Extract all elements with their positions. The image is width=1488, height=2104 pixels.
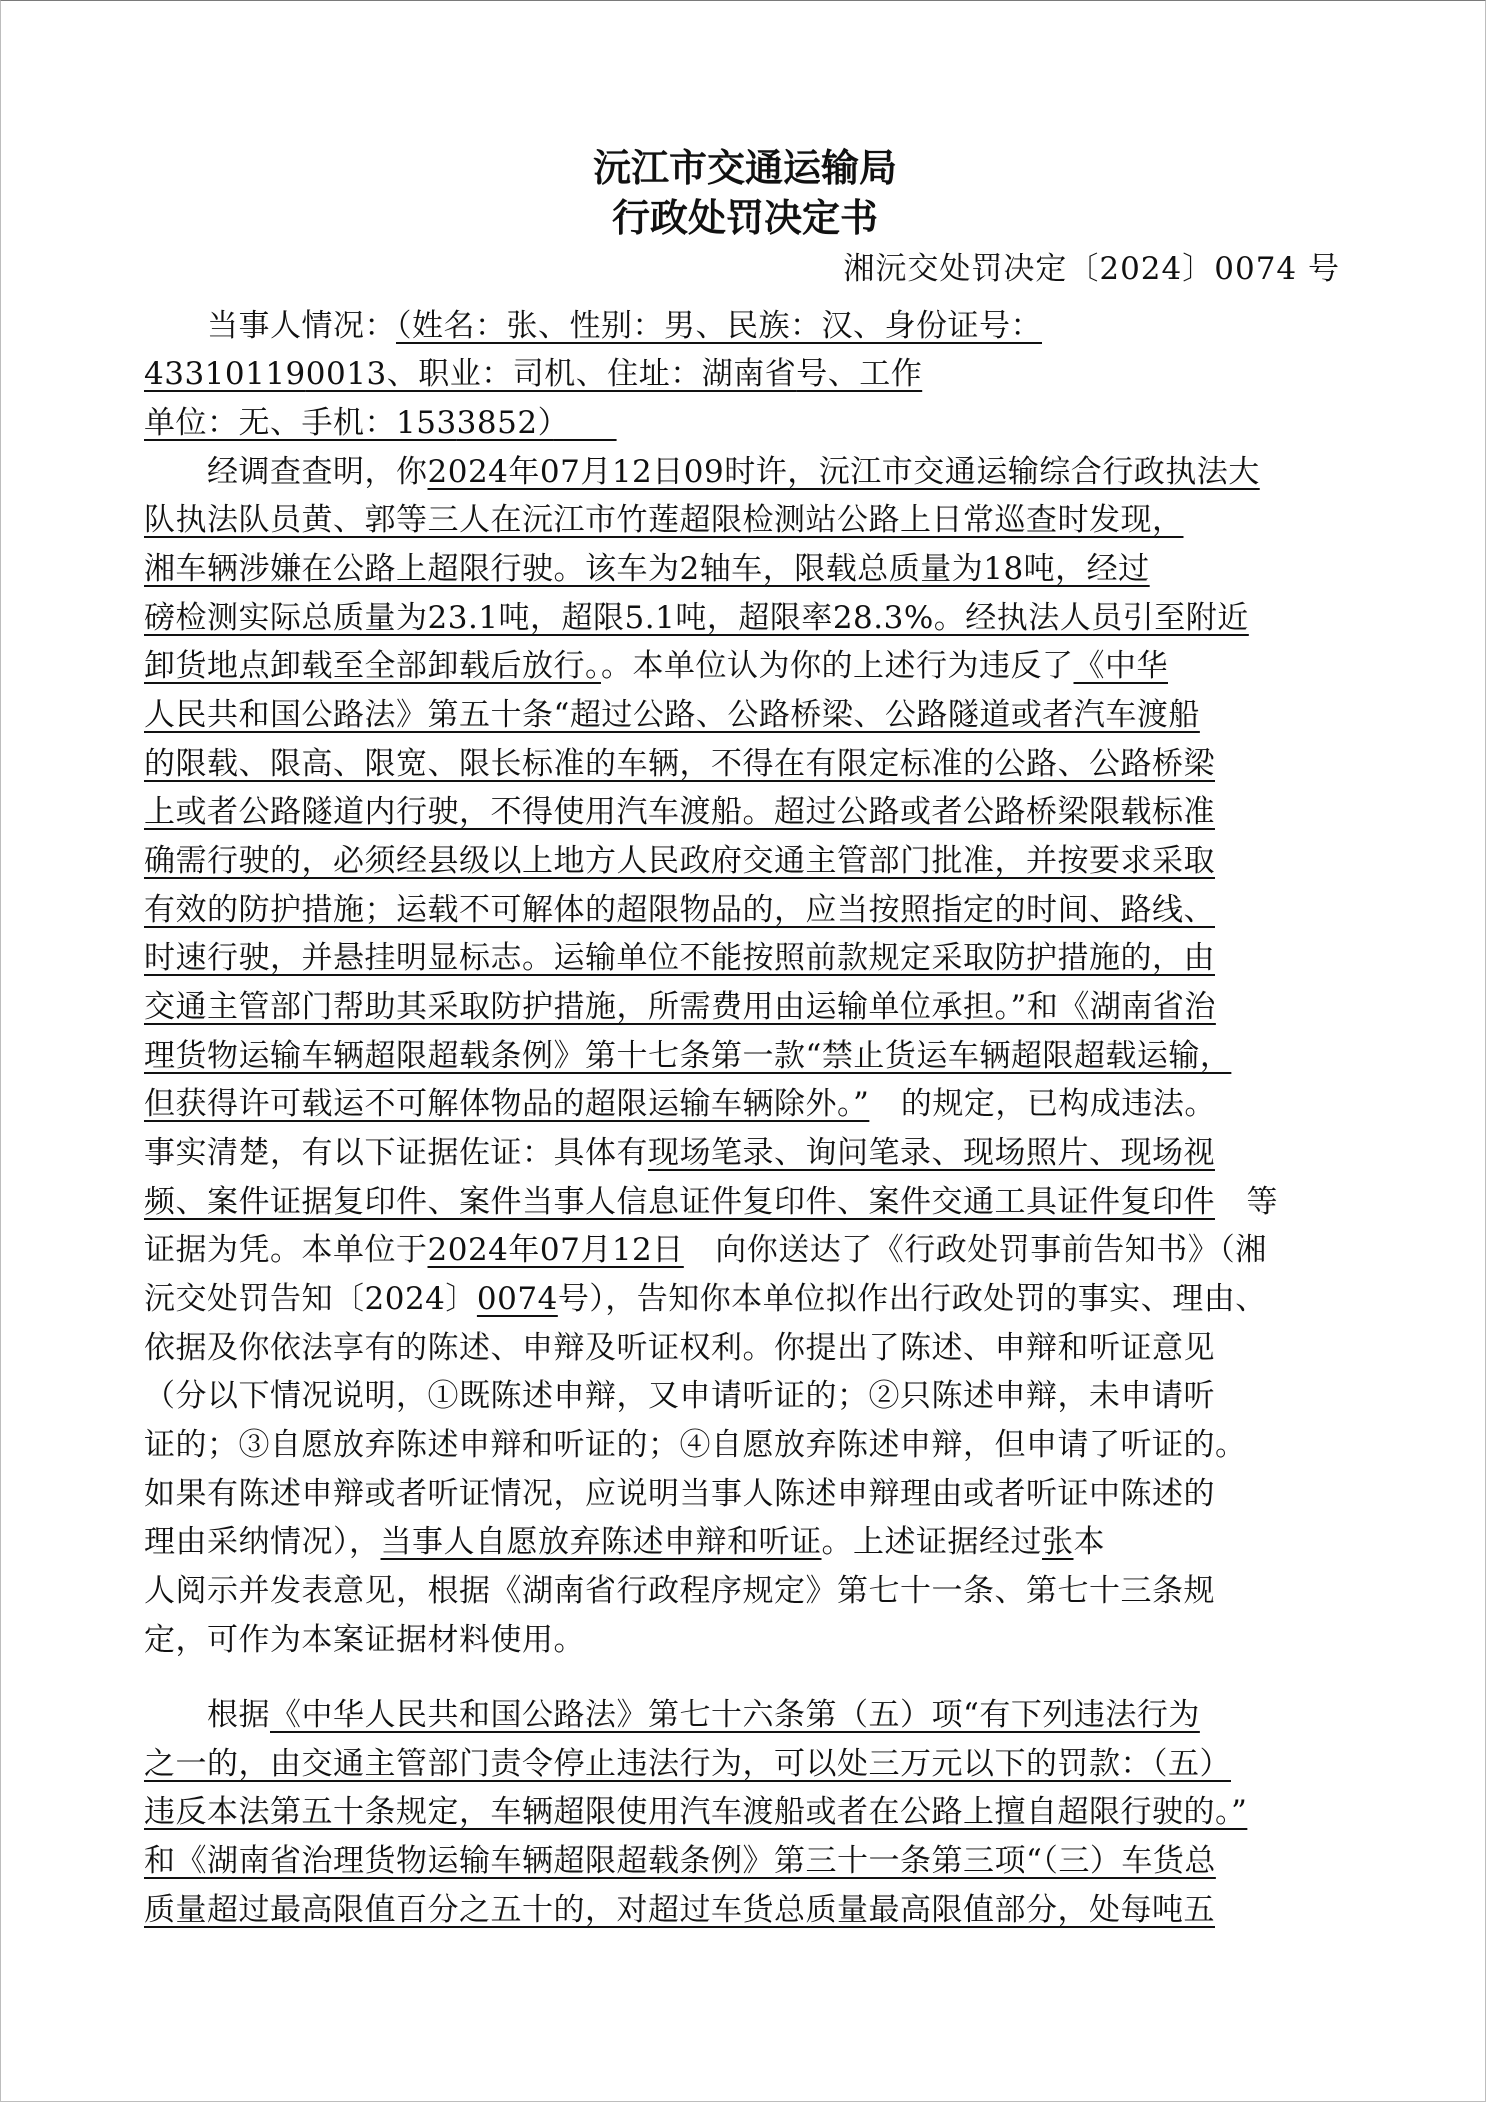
body-line-1: 当事人情况：（姓名：张、性别：男、民族：汉、身份证号： xyxy=(144,308,1042,344)
body-line-15: 交通主管部门帮助其采取防护措施，所需费用由运输单位承担。”和《湖南省治 xyxy=(144,989,1216,1025)
org-title: 沅江市交通运输局 xyxy=(592,145,897,190)
body-line-13: 有效的防护措施；运载不可解体的超限物品的，应当按照指定的时间、路线、 xyxy=(144,892,1215,928)
body-line-23: （分以下情况说明，①既陈述申辩，又申请听证的；②只陈述申辩，未申请听 xyxy=(144,1378,1215,1414)
body-line-25: 如果有陈述申辩或者听证情况，应说明当事人陈述申辩理由或者听证中陈述的 xyxy=(144,1476,1215,1512)
doc-number: 湘沅交处罚决定〔2024〕0074 号 xyxy=(843,251,1340,287)
body-line-3: 单位：无、手机：1533852） xyxy=(144,405,554,441)
body-line-29: 根据《中华人民共和国公路法》第七十六条第（五）项“有下列违法行为 xyxy=(144,1697,1200,1733)
body-line-19: 频、案件证据复印件、案件当事人信息证件复印件、案件交通工具证件复印件 等 xyxy=(144,1184,1278,1220)
body-line-4: 经调查查明，你2024年07月12日09时许，沅江市交通运输综合行政执法大 xyxy=(144,454,1260,490)
body-line-31: 违反本法第五十条规定，车辆超限使用汽车渡船或者在公路上擅自超限行驶的。” xyxy=(144,1794,1248,1830)
body-line-32: 和《湖南省治理货物运输车辆超限超载条例》第三十一条第三项“（三）车货总 xyxy=(144,1843,1216,1879)
body-line-33: 质量超过最高限值百分之五十的，对超过车货总质量最高限值部分，处每吨五 xyxy=(144,1892,1215,1928)
body-line-14: 时速行驶，并悬挂明显标志。运输单位不能按照前款规定采取防护措施的，由 xyxy=(144,940,1215,976)
body-line-20: 证据为凭。本单位于2024年07月12日 向你送达了《行政处罚事前告知书》（湘 xyxy=(144,1232,1267,1268)
body-line-10: 的限载、限高、限宽、限长标准的车辆，不得在有限定标准的公路、公路桥梁 xyxy=(144,746,1215,782)
doc-type-title: 行政处罚决定书 xyxy=(611,195,878,240)
body-line-24: 证的；③自愿放弃陈述申辩和听证的；④自愿放弃陈述申辩，但申请了听证的。 xyxy=(144,1427,1247,1463)
body-line-21: 沅交处罚告知〔2024〕0074号），告知你本单位拟作出行政处罚的事实、理由、 xyxy=(144,1281,1267,1317)
body-line-6: 湘车辆涉嫌在公路上超限行驶。该车为2轴车，限载总质量为18吨，经过 xyxy=(144,551,1150,587)
body-line-26: 理由采纳情况），当事人自愿放弃陈述申辩和听证。上述证据经过张本 xyxy=(144,1524,1105,1560)
body-line-17: 但获得许可载运不可解体物品的超限运输车辆除外。” 的规定，已构成违法。 xyxy=(144,1086,1216,1122)
body-line-7: 磅检测实际总质量为23.1吨，超限5.1吨，超限率28.3%。经执法人员引至附近 xyxy=(144,600,1249,636)
body-line-30: 之一的，由交通主管部门责令停止违法行为，可以处三万元以下的罚款：（五） xyxy=(144,1746,1231,1782)
body-line-18: 事实清楚，有以下证据佐证：具体有现场笔录、询问笔录、现场照片、现场视 xyxy=(144,1135,1215,1171)
body-line-27: 人阅示并发表意见，根据《湖南省行政程序规定》第七十一条、第七十三条规 xyxy=(144,1573,1215,1609)
body-line-11: 上或者公路隧道内行驶，不得使用汽车渡船。超过公路或者公路桥梁限载标准 xyxy=(144,794,1215,830)
body-line-22: 依据及你依法享有的陈述、申辩及听证权利。你提出了陈述、申辩和听证意见 xyxy=(144,1330,1215,1366)
body-line-8: 卸货地点卸载至全部卸载后放行。。本单位认为你的上述行为违反了《中华 xyxy=(144,648,1168,684)
body-line-2: 433101190013、职业：司机、住址：湖南省号、工作 xyxy=(144,356,923,392)
body-line-9: 人民共和国公路法》第五十条“超过公路、公路桥梁、公路隧道或者汽车渡船 xyxy=(144,697,1200,733)
body-line-16: 理货物运输车辆超限超载条例》第十七条第一款“禁止货运车辆超限超载运输， xyxy=(144,1038,1232,1074)
body-line-5: 队执法队员黄、郭等三人在沅江市竹莲超限检测站公路上日常巡查时发现， xyxy=(144,502,1184,538)
body-line-12: 确需行驶的，必须经县级以上地方人民政府交通主管部门批准，并按要求采取 xyxy=(144,843,1215,879)
body-line-28: 定，可作为本案证据材料使用。 xyxy=(144,1622,585,1658)
